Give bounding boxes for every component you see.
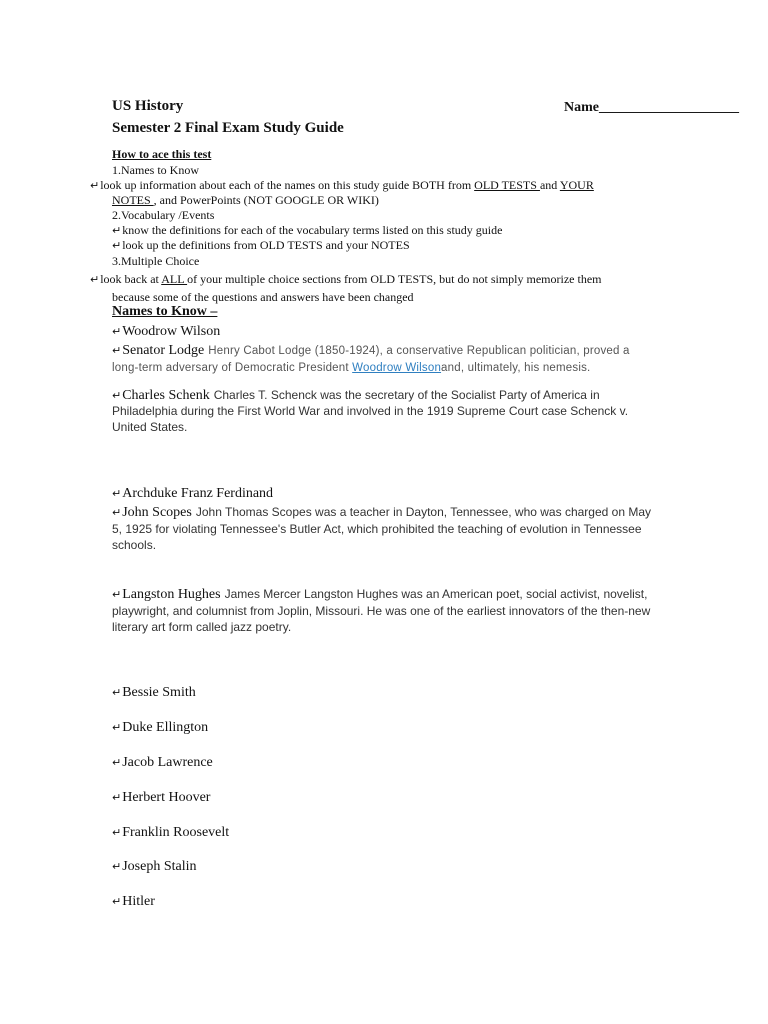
return-arrow-icon: ↵	[112, 756, 122, 769]
woodrow-wilson-link[interactable]: Woodrow Wilson	[352, 362, 442, 374]
return-arrow-icon: ↵	[112, 686, 122, 699]
schenk-description: Charles T. Schenck was the secretary of the Socialist Party of America in Philadelphia during the First World War and involved in the 1919 Supreme Court case Schenck v. United States.	[112, 388, 629, 434]
return-arrow-icon: ↵	[112, 721, 122, 734]
return-arrow-icon: ↵	[90, 179, 100, 192]
scopes-description: John Thomas Scopes was a teacher in Dayton, Tennessee, who was charged on May 5, 1925 for violating Tennessee's Butler Act, which prohibited the teaching of evolution in Tennessee schools.	[112, 505, 651, 552]
name-langston-hughes: ↵Langston Hughes James Mercer Langston Hughes was an American poet, social activist, novelist, playwright, and columnist from Joplin, Missouri. He was one of the earliest innovators of the then-new literary art form called jazz poetry.	[112, 587, 651, 634]
name-john-scopes: ↵John Scopes John Thomas Scopes was a teacher in Dayton, Tennessee, who was charged on May 5, 1925 for violating Tennessee's Butler Act, which prohibited the teaching of evolution in Tennessee schools.	[112, 505, 651, 552]
name-hitler: ↵Hitler	[112, 894, 155, 909]
how-to-item-3-a: ↵look back at ALL of your multiple choice sections from OLD TESTS, but do not simply memorize them	[90, 272, 602, 286]
name-senator-lodge: ↵Senator Lodge Henry Cabot Lodge (1850-1924), a conservative Republican politician, proved a long-term adversary of Democratic President Woodrow Wilsonand, ultimately, his nemesis.	[112, 343, 630, 374]
how-to-heading: How to ace this test	[112, 147, 212, 161]
return-arrow-icon: ↵	[112, 860, 122, 873]
how-to-item-1-desc-cont: NOTES , and PowerPoints (NOT GOOGLE OR WIKI)	[112, 193, 379, 207]
return-arrow-icon: ↵	[112, 487, 122, 500]
return-arrow-icon: ↵	[112, 588, 122, 601]
lodge-description: Henry Cabot Lodge (1850-1924), a conservative Republican politician, proved a long-term adversary of Democratic President Woodrow Wilsonand, ultimately, his nemesis.	[112, 345, 630, 374]
name-charles-schenk: ↵Charles Schenk Charles T. Schenck was the secretary of the Socialist Party of America in Philadelphia during the First World War and involved in the 1919 Supreme Court case Schenck v. United States.	[112, 388, 629, 434]
name-label: Name	[564, 100, 599, 115]
name-joseph-stalin: ↵Joseph Stalin	[112, 859, 197, 874]
return-arrow-icon: ↵	[112, 325, 122, 338]
return-arrow-icon: ↵	[112, 344, 122, 357]
hughes-description: James Mercer Langston Hughes was an American poet, social activist, novelist, playwright, and columnist from Joplin, Missouri. He was one of the earliest innovators of the then-new literary art form called jazz poetry.	[112, 587, 651, 634]
return-arrow-icon: ↵	[112, 224, 122, 237]
name-herbert-hoover: ↵Herbert Hoover	[112, 790, 211, 805]
how-to-item-2: 2.Vocabulary /Events	[112, 208, 215, 222]
name-archduke-ferdinand: ↵Archduke Franz Ferdinand	[112, 486, 274, 501]
course-title: US History	[112, 98, 184, 114]
name-franklin-roosevelt: ↵Franklin Roosevelt	[112, 825, 230, 840]
return-arrow-icon: ↵	[112, 239, 122, 252]
how-to-item-1: 1.Names to Know	[112, 163, 199, 177]
return-arrow-icon: ↵	[112, 389, 122, 402]
name-bessie-smith: ↵Bessie Smith	[112, 685, 196, 700]
return-arrow-icon: ↵	[112, 791, 122, 804]
document-subtitle: Semester 2 Final Exam Study Guide	[112, 120, 344, 136]
name-woodrow-wilson: ↵Woodrow Wilson	[112, 324, 221, 339]
return-arrow-icon: ↵	[112, 826, 122, 839]
how-to-item-3-b: because some of the questions and answers have been changed	[112, 290, 414, 304]
name-blank: ____________________	[599, 100, 739, 115]
names-heading: Names to Know –	[112, 304, 218, 319]
return-arrow-icon: ↵	[112, 895, 122, 908]
how-to-item-1-desc: ↵look up information about each of the names on this study guide BOTH from OLD TESTS and YOUR	[90, 178, 594, 192]
how-to-item-3: 3.Multiple Choice	[112, 254, 200, 268]
name-jacob-lawrence: ↵Jacob Lawrence	[112, 755, 213, 770]
name-duke-ellington: ↵Duke Ellington	[112, 720, 209, 735]
how-to-item-2-b: ↵look up the definitions from OLD TESTS and your NOTES	[112, 238, 410, 252]
name-field	[564, 100, 739, 116]
return-arrow-icon: ↵	[112, 506, 122, 519]
how-to-item-2-a: ↵know the definitions for each of the vocabulary terms listed on this study guide	[112, 223, 503, 237]
return-arrow-icon: ↵	[90, 273, 100, 286]
